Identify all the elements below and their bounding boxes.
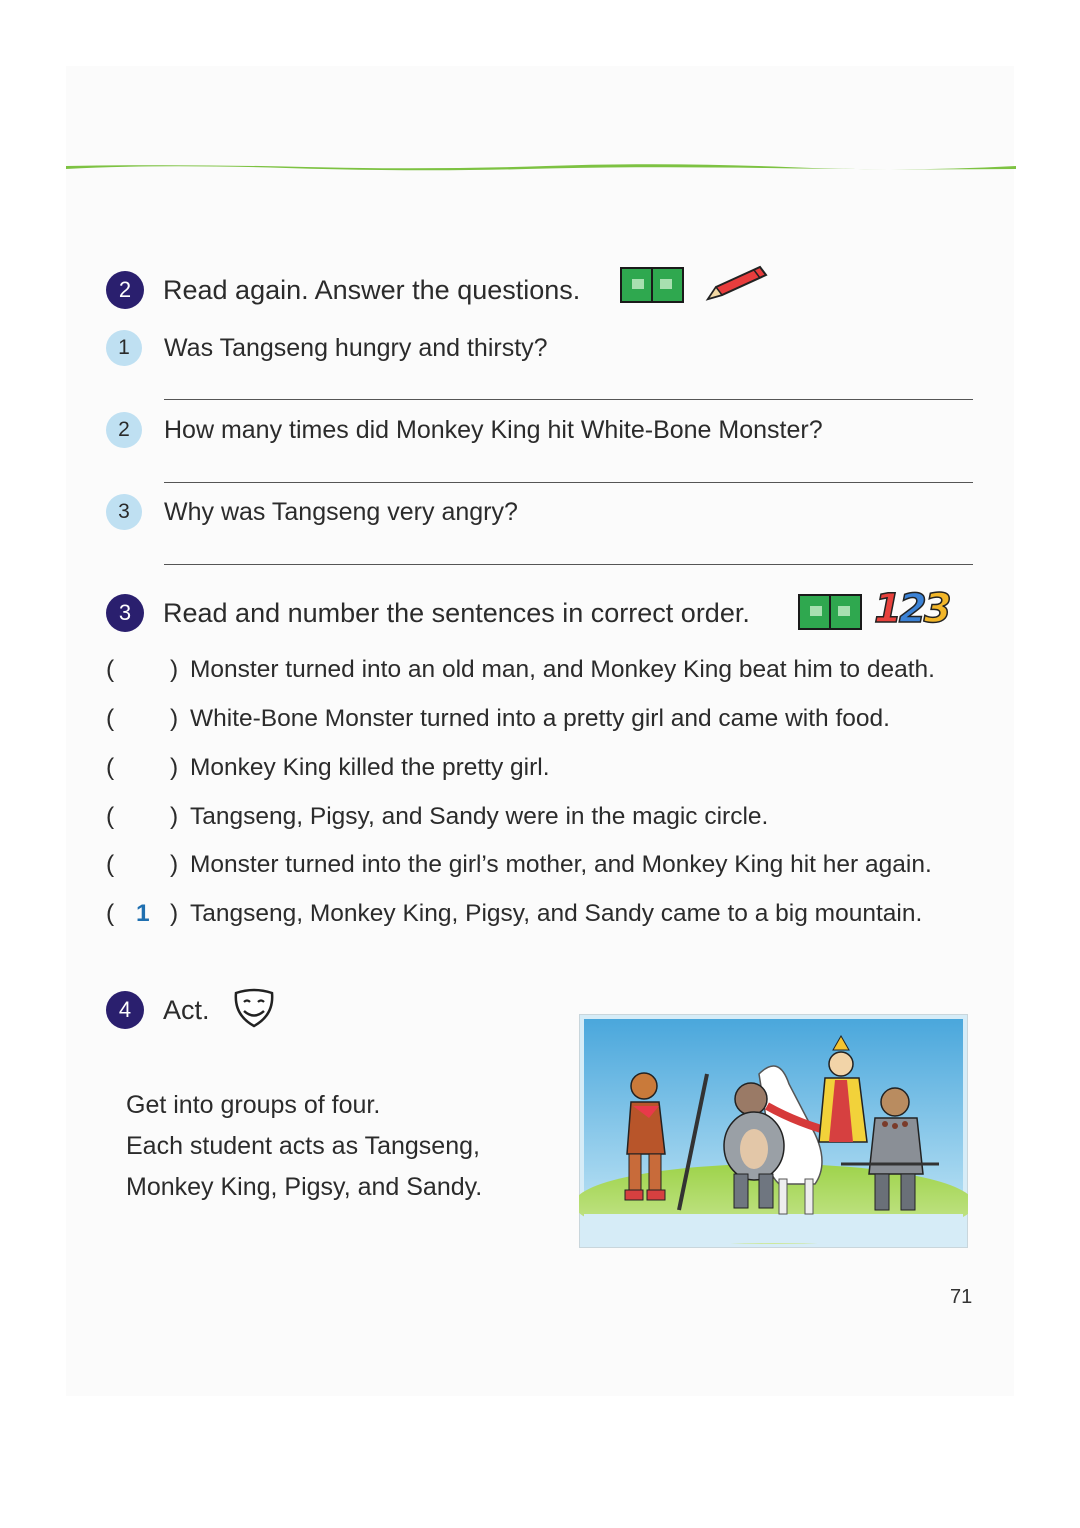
paren-close: ) — [170, 900, 179, 927]
order-item-4 — [106, 803, 1016, 839]
order-item-6 — [106, 900, 1016, 936]
section-2-header — [106, 271, 580, 309]
question-number-badge: 3 — [106, 494, 142, 530]
section-number-badge: 3 — [106, 594, 144, 632]
pencil-icon — [704, 263, 770, 303]
question-text: Why was Tangseng very angry? — [164, 497, 518, 526]
order-sentence: Tangseng, Pigsy, and Sandy were in the magic circle. — [190, 803, 769, 830]
order-item-1 — [106, 656, 1016, 692]
journey-characters-illustration — [579, 1014, 968, 1248]
section-title: Act. — [163, 994, 210, 1025]
order-sentence: Monster turned into an old man, and Monkey King beat him to death. — [190, 656, 935, 683]
question-3 — [106, 494, 518, 530]
order-sentence: White-Bone Monster turned into a pretty girl and came with food. — [190, 705, 890, 732]
paren-close: ) — [170, 851, 179, 878]
act-instruction-line-1: Get into groups of four. — [126, 1091, 381, 1119]
question-text: Was Tangseng hungry and thirsty? — [164, 333, 548, 362]
book-icon — [620, 267, 684, 303]
question-number-badge: 1 — [106, 330, 142, 366]
section-4-header — [106, 991, 210, 1029]
book-icon — [798, 594, 862, 630]
section-number-badge: 2 — [106, 271, 144, 309]
paren-close: ) — [170, 705, 179, 732]
top-green-rule — [66, 162, 1016, 171]
section-title: Read again. Answer the questions. — [163, 274, 581, 305]
paren-open: ( — [106, 656, 115, 683]
paren-open: ( — [106, 803, 115, 830]
question-text: How many times did Monkey King hit White-Bone Monster? — [164, 415, 823, 444]
order-item-2 — [106, 705, 1016, 741]
order-item-5 — [106, 851, 1016, 887]
paren-close: ) — [170, 754, 179, 781]
paren-close: ) — [170, 803, 179, 830]
paren-open: ( — [106, 754, 115, 781]
order-item-3 — [106, 754, 1016, 790]
act-instruction-line-2: Each student acts as Tangseng, — [126, 1132, 480, 1160]
numbers-123-icon: 123 — [874, 586, 949, 632]
page-number: 71 — [950, 1286, 973, 1308]
order-sentence: Monkey King killed the pretty girl. — [190, 754, 550, 781]
paren-open: ( — [106, 705, 115, 732]
section-3-header — [106, 594, 750, 632]
answer-line-1[interactable] — [164, 399, 973, 400]
order-sentence: Tangseng, Monkey King, Pigsy, and Sandy came to a big mountain. — [190, 900, 923, 927]
question-2 — [106, 412, 823, 448]
question-number-badge: 2 — [106, 412, 142, 448]
section-number-badge: 4 — [106, 991, 144, 1029]
answer-line-3[interactable] — [164, 564, 973, 565]
paren-open: ( — [106, 900, 115, 927]
order-sentence: Monster turned into the girl’s mother, and Monkey King hit her again. — [190, 851, 932, 878]
paren-open: ( — [106, 851, 115, 878]
answer-line-2[interactable] — [164, 482, 973, 483]
order-answer-filled[interactable]: 1 — [136, 900, 150, 927]
section-title: Read and number the sentences in correct order. — [163, 597, 750, 628]
smiley-mask-icon — [232, 987, 276, 1029]
question-1 — [106, 330, 548, 366]
act-instruction-line-3: Monkey King, Pigsy, and Sandy. — [126, 1173, 483, 1201]
paren-close: ) — [170, 656, 179, 683]
